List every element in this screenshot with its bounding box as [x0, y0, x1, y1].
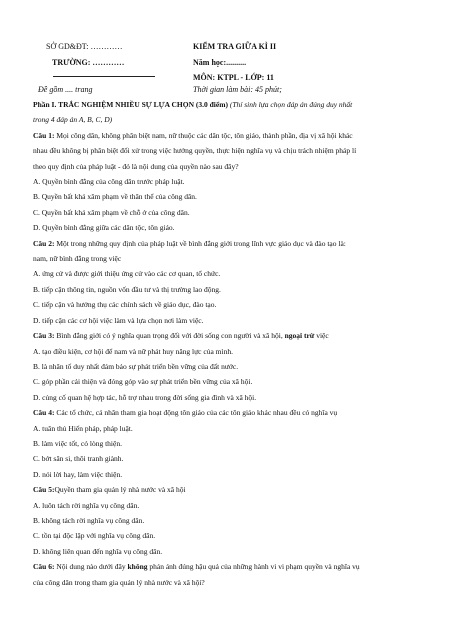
question-text: Bình đẳng giới có ý nghĩa quan trọng đối với đời sống con người và xã hội, [54, 331, 285, 341]
question-label: Câu 4: [33, 408, 55, 418]
page-count-label: Đề gồm .... trang [38, 85, 93, 94]
question-label: Câu 3: [33, 331, 55, 341]
answer-option-b: B. là nhân tố duy nhất đảm bảo sự phát triển bền vững của đất nước. [33, 361, 239, 371]
question-label: Câu 1: [33, 130, 55, 140]
question-text: Các tổ chức, cá nhân tham gia hoạt động tôn giáo của các tôn giáo khác nhau đều có nghĩa vụ [54, 408, 338, 418]
answer-option-c: C. Quyền bất khả xâm phạm về chỗ ở của công dân. [33, 207, 190, 217]
question-5 [33, 482, 423, 497]
question-text-end: việc [314, 331, 329, 341]
part-title: Phần I. TRẮC NGHIỆM NHIỀU SỰ LỰA CHỌN (3.0 điểm) [33, 100, 228, 109]
exam-title: KIỂM TRA GIỮA KÌ II [193, 42, 277, 51]
school-year: Năm học:.......... [193, 58, 247, 67]
question-6 [33, 559, 423, 574]
answer-option-c: C. góp phần cải thiện và đóng góp vào sự phát triển bền vững của xã hội. [33, 377, 253, 387]
question-text: Một trong những quy định của pháp luật về bình đẳng giới trong lĩnh vực giáo dục và đào tạo là: [54, 238, 346, 248]
answer-option-c: C. bớt sân si, thôi tranh giành. [33, 454, 124, 464]
answer-option-a: A. tạo điều kiện, cơ hội để nam và nữ phát huy năng lực của mình. [33, 346, 233, 356]
question-2 [33, 236, 423, 251]
question-text: Nội dung nào dưới đây [54, 562, 128, 572]
question-text-line: nam, nữ bình đẳng trong việc [33, 254, 122, 264]
answer-option-d: D. nói lời hay, làm việc thiện. [33, 469, 123, 479]
part-instruction-cont: trong 4 đáp án A, B, C, D) [33, 115, 113, 125]
answer-option-d: D. củng cố quan hệ hợp tác, hỗ trợ nhau trong đời sống gia đình và xã hội. [33, 392, 257, 402]
question-text: Mọi công dân, không phân biệt nam, nữ thuộc các dân tộc, tôn giáo, thành phần, địa vị xã hội khác [54, 130, 353, 140]
question-4 [33, 405, 423, 420]
answer-option-c: C. tồn tại độc lập với nghĩa vụ công dân. [33, 531, 156, 541]
subject-grade: MÔN: KTPL - LỚP: 11 [193, 73, 274, 82]
answer-option-d: D. Quyền bình đẳng giữa các dân tộc, tôn giáo. [33, 223, 175, 233]
answer-option-a: A. ứng cử và được giới thiệu ứng cử vào các cơ quan, tổ chức. [33, 269, 221, 279]
question-1 [33, 128, 423, 143]
question-3 [33, 328, 423, 343]
answer-option-b: B. làm việc tốt, có lòng thiện. [33, 438, 122, 448]
answer-option-a: A. luôn tách rời nghĩa vụ công dân. [33, 500, 140, 510]
answer-option-a: A. tuân thủ Hiến pháp, pháp luật. [33, 423, 133, 433]
school-label: TRƯỜNG: ………… [52, 58, 125, 67]
exam-body [33, 97, 423, 590]
answer-option-b: B. tiếp cận thông tin, nguồn vốn đầu tư và thị trường lao động. [33, 284, 221, 294]
answer-option-a: A. Quyền bình đẳng của công dân trước pháp luật. [33, 177, 185, 187]
question-text-line: nhau đều không bị phân biệt đối xử trong việc hưởng quyền, thực hiện nghĩa vụ và chịu trách nhiệm pháp lí [33, 146, 357, 156]
time-limit: Thời gian làm bài: 45 phút; [193, 85, 282, 94]
part-instruction: (Thí sinh lựa chọn đáp án đúng duy nhất [227, 100, 353, 109]
answer-option-d: D. tiếp cận các cơ hội việc làm và lựa chọn nơi làm việc. [33, 315, 204, 325]
department-label: SỞ GD&ĐT: ………… [46, 42, 123, 51]
question-label: Câu 5: [33, 485, 55, 495]
answer-option-b: B. Quyền bất khả xâm phạm về thân thể của công dân. [33, 192, 197, 202]
question-text-line: của công dân trong tham gia quản lý nhà nước và xã hội? [33, 577, 205, 587]
question-text-end: phản ánh đúng hậu quả của những hành vi vi phạm quyền và nghĩa vụ [147, 562, 360, 572]
question-label: Câu 2: [33, 238, 55, 248]
question-label: Câu 6: [33, 562, 55, 572]
question-text: Quyền tham gia quản lý nhà nước và xã hội [54, 485, 186, 495]
question-text-line: theo quy định của pháp luật - đó là nội dung của quyền nào sau đây? [33, 161, 239, 171]
answer-option-b: B. không tách rời nghĩa vụ công dân. [33, 515, 145, 525]
answer-option-c: C. tiếp cận và hưởng thụ các chính sách về giáo dục, đào tạo. [33, 300, 217, 310]
question-emphasis: không [127, 562, 148, 572]
header-divider [53, 76, 155, 77]
question-emphasis: ngoại trừ [284, 331, 315, 341]
answer-option-d: D. không liên quan đến nghĩa vụ công dân. [33, 546, 163, 556]
part-heading [33, 97, 423, 112]
